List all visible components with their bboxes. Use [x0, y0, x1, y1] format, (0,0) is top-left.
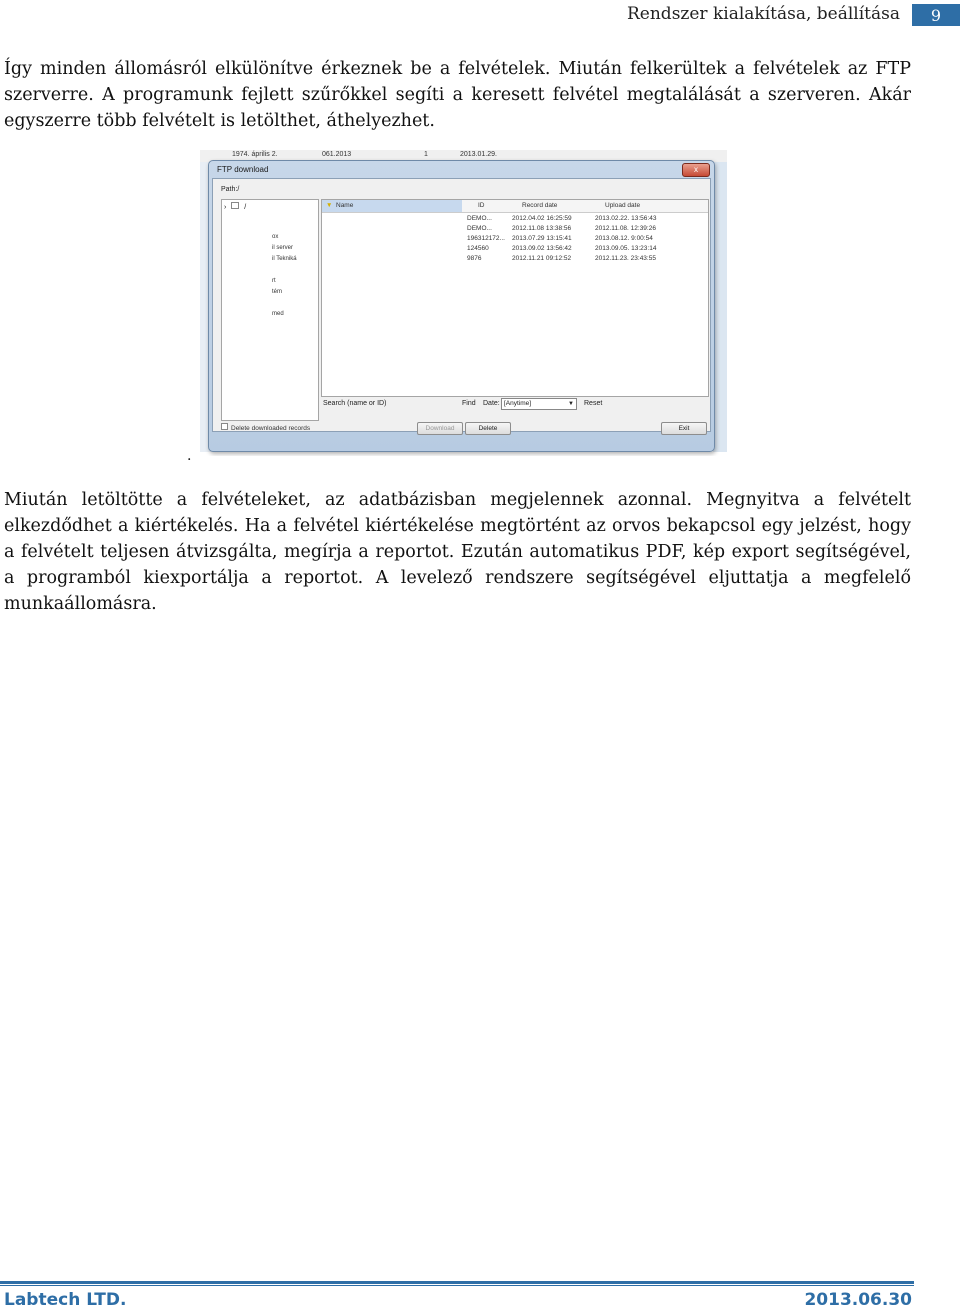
background-right-panel	[713, 162, 727, 452]
table-row[interactable]	[467, 224, 707, 234]
sort-icon: ▼	[326, 202, 333, 209]
date-select[interactable]	[501, 398, 577, 410]
close-button[interactable]	[682, 163, 710, 177]
reset-button[interactable]: Reset	[584, 400, 603, 407]
column-header-upload-date[interactable]: Upload date	[605, 202, 641, 209]
footer-rule	[0, 1281, 914, 1284]
folder-tree[interactable]	[221, 199, 319, 421]
path-label: Path:/	[221, 186, 240, 193]
folder-icon	[231, 202, 239, 209]
tree-item[interactable]: rt	[272, 278, 276, 284]
tree-item[interactable]: tém	[272, 289, 283, 295]
table-row[interactable]	[467, 234, 707, 244]
expand-icon[interactable]: ›	[224, 204, 227, 211]
bg-cell: 1974. április 2.	[232, 151, 278, 158]
cell-upload-date: 2013.08.12. 9:00:54	[595, 235, 653, 242]
column-header-id[interactable]: ID	[478, 202, 485, 209]
window-title: FTP download	[217, 165, 269, 174]
column-header-name[interactable]: Name	[336, 202, 354, 209]
date-select-value: [Anytime]	[504, 400, 532, 407]
bg-cell: 061.2013	[322, 151, 352, 158]
checkbox-label: Delete downloaded records	[231, 425, 311, 432]
tree-item[interactable]: il server	[272, 245, 294, 251]
chevron-down-icon: ▼	[568, 401, 574, 407]
cell-id: 9876	[467, 255, 482, 262]
cell-upload-date: 2013.02.22. 13:56:43	[595, 215, 657, 222]
footer-company: Labtech LTD.	[4, 1290, 127, 1310]
paragraph-evaluation: Miután letöltötte a felvételeket, az adatbázisban megjelennek azonnal. Megnyitva a felvételt elkezdődhet a kiértékelés. Ha a felvétel kiértékelése megtörtént az orvos bekapcsol egy jelzést, hogy a felvételt teljesen átvizsgálta, megírja a reportot. Ezután automatikus PDF, kép export segítségével, a programból kiexportálja a reportot. A levelező rendszere segítségével eljuttatja a megfelelő munkaállomásra.	[4, 490, 911, 614]
search-input[interactable]: Search (name or ID)	[323, 400, 387, 407]
footer-rule-thin	[0, 1285, 914, 1286]
cell-id: DEMO...	[467, 215, 492, 222]
cell-record-date: 2012.11.21 09:12:52	[512, 255, 572, 262]
column-header-record-date[interactable]: Record date	[522, 202, 558, 209]
date-label: Date:	[483, 400, 500, 407]
file-list[interactable]	[321, 199, 709, 397]
list-header	[322, 200, 708, 213]
ftp-download-screenshot	[200, 150, 727, 456]
exit-button[interactable]: Exit	[661, 422, 707, 435]
close-icon: x	[694, 165, 698, 174]
cell-record-date: 2013.07.29 13:15:41	[512, 235, 572, 242]
paragraph-intro: Így minden állomásról elkülönítve érkeznek be a felvételek. Miután felkerültek a felvételek az FTP szerverre. A programunk fejlett szűrőkkel segíti a keresett felvétel megtalálását a szerveren. Akár egyszerre több felvételt is letölthet, áthelyezhet.	[4, 59, 911, 131]
tree-item[interactable]: med	[272, 311, 284, 317]
tree-items	[272, 232, 297, 320]
bg-cell: 2013.01.29.	[460, 151, 497, 158]
cell-upload-date: 2012.11.08. 12:39:26	[595, 225, 656, 232]
delete-button[interactable]: Delete	[465, 422, 511, 435]
delete-downloaded-checkbox[interactable]	[221, 423, 310, 432]
cell-record-date: 2013.09.02 13:56:42	[512, 245, 572, 252]
cell-record-date: 2012.04.02 16:25:59	[512, 215, 572, 222]
page-number-badge: 9	[912, 4, 960, 26]
cell-record-date: 2012.11.08 13:38:56	[512, 225, 572, 232]
tree-root-label: /	[244, 204, 247, 211]
ftp-download-window	[208, 160, 715, 452]
find-button[interactable]: Find	[462, 400, 476, 407]
tree-item[interactable]: il Tekniká	[272, 256, 297, 262]
checkbox-icon	[221, 423, 228, 430]
header-title: Rendszer kialakítása, beállítása	[627, 4, 900, 24]
cell-upload-date: 2013.09.05. 13:23:14	[595, 245, 657, 252]
download-button[interactable]: Download	[417, 422, 463, 435]
tree-root[interactable]	[224, 202, 246, 211]
cell-id: 196312172...	[467, 235, 505, 242]
table-row[interactable]	[467, 244, 707, 254]
cell-id: DEMO...	[467, 225, 492, 232]
cell-upload-date: 2012.11.23. 23:43:55	[595, 255, 656, 262]
tree-item[interactable]: ox	[272, 234, 279, 240]
footer-date: 2013.06.30	[804, 1290, 912, 1310]
caption-dot: .	[187, 448, 192, 464]
window-body	[212, 178, 711, 432]
table-row[interactable]	[467, 214, 707, 224]
cell-id: 124560	[467, 245, 489, 252]
table-row[interactable]	[467, 254, 707, 264]
list-rows	[467, 214, 707, 264]
bg-cell: 1	[424, 151, 428, 158]
